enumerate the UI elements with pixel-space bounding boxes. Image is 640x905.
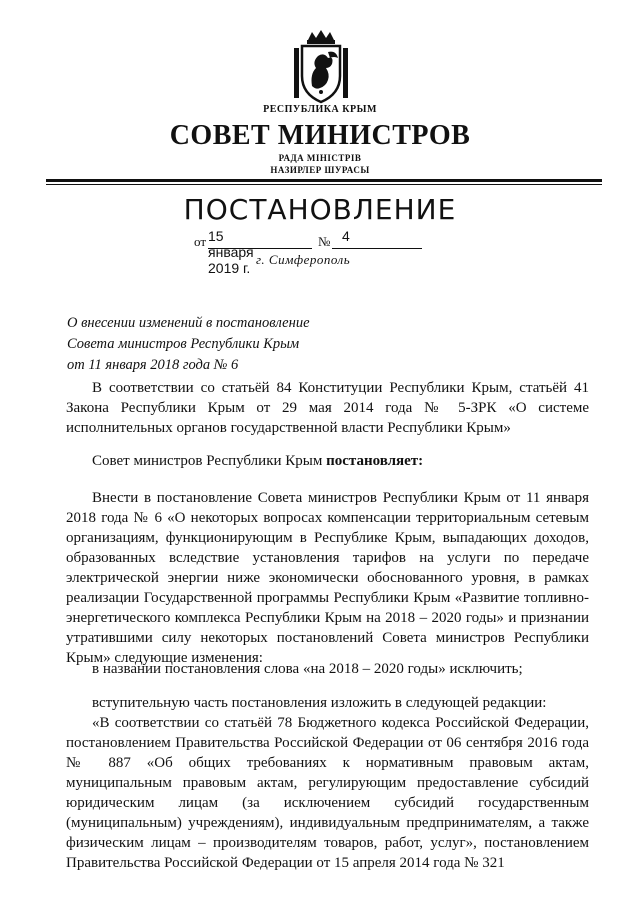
decree-number: 4 [342, 228, 350, 244]
title-amendment-item: в названии постановления слова «на 2018 – 2020 годы» исключить; [92, 661, 523, 677]
decree-subject [67, 313, 310, 376]
resolution-verb: постановляет: [326, 453, 424, 469]
new-preamble-text: «В соответствии со статьёй 78 Бюджетного кодекса Российской Федерации, постановлением Правительства Российской Федерации от 06 сентября 2016 года № 887 «Об общих требованиях к нормативным правовым актам, муниципальным правовым актам, регулирующим предоставление субсидий юридическим лицам (за исключением субсидий государственным (муниципальным) учреждениям), индивидуальным предпринимателям, а также физическим лицам – производителям товаров, работ, услуг», постановлением Правительства Российской Федерации от 15 апреля 2014 года № 321 [66, 715, 589, 871]
resolution-paragraph [66, 451, 589, 471]
republic-name: РЕСПУБЛИКА КРЫМ [263, 104, 377, 115]
date-prefix: от [194, 234, 207, 249]
subject-line-1: О внесении изменений в постановление [67, 315, 310, 331]
coat-of-arms-emblem [290, 28, 352, 106]
council-name-tatar: НАЗИРЛЕР ШУРАСЫ [270, 165, 370, 175]
header-divider-thin [46, 184, 602, 185]
subject-line-3: от 11 января 2018 года № 6 [67, 357, 239, 373]
decree-date: 15 января 2019 г. [208, 228, 254, 276]
number-prefix: № [318, 234, 331, 249]
header-divider-thick [46, 179, 602, 182]
resolution-text: Совет министров Республики Крым [92, 453, 327, 469]
council-name-ukrainian: РАДА МІНІСТРІВ [278, 153, 362, 163]
council-name: СОВЕТ МИНИСТРОВ [169, 120, 471, 151]
subject-line-2: Совета министров Республики Крым [67, 336, 300, 352]
document-type-title: ПОСТАНОВЛЕНИЕ [183, 193, 457, 226]
preamble-paragraph: В соответствии со статьёй 84 Конституции Республики Крым, статьёй 41 Закона Республики Крым от 29 мая 2014 года № 5-ЗРК «О системе исполнительных органов государственной власти Республики Крым» [66, 380, 589, 436]
city-name: г. Симферополь [256, 252, 351, 267]
preamble-amendment-item: вступительную часть постановления изложить в следующей редакции: [92, 695, 547, 711]
amendment-paragraph: Внести в постановление Совета министров Республики Крым от 11 января 2018 года № 6 «О некоторых вопросах компенсации территориальным сетевым организациям, функционирующим в Республике Крым, выпадающих доходов, образованных вследствие установления тарифов на услуги по передаче электрической энергии ниже экономически обоснованного уровня, в рамках реализации Государственной программы Республики Крым «Развитие топливно-энергетического комплекса Республики Крым на 2018 – 2020 годы» и признании утратившими силу некоторых постановлений Совета министров Республики Крым» следующие изменения: [66, 490, 589, 666]
number-underline [332, 248, 422, 249]
